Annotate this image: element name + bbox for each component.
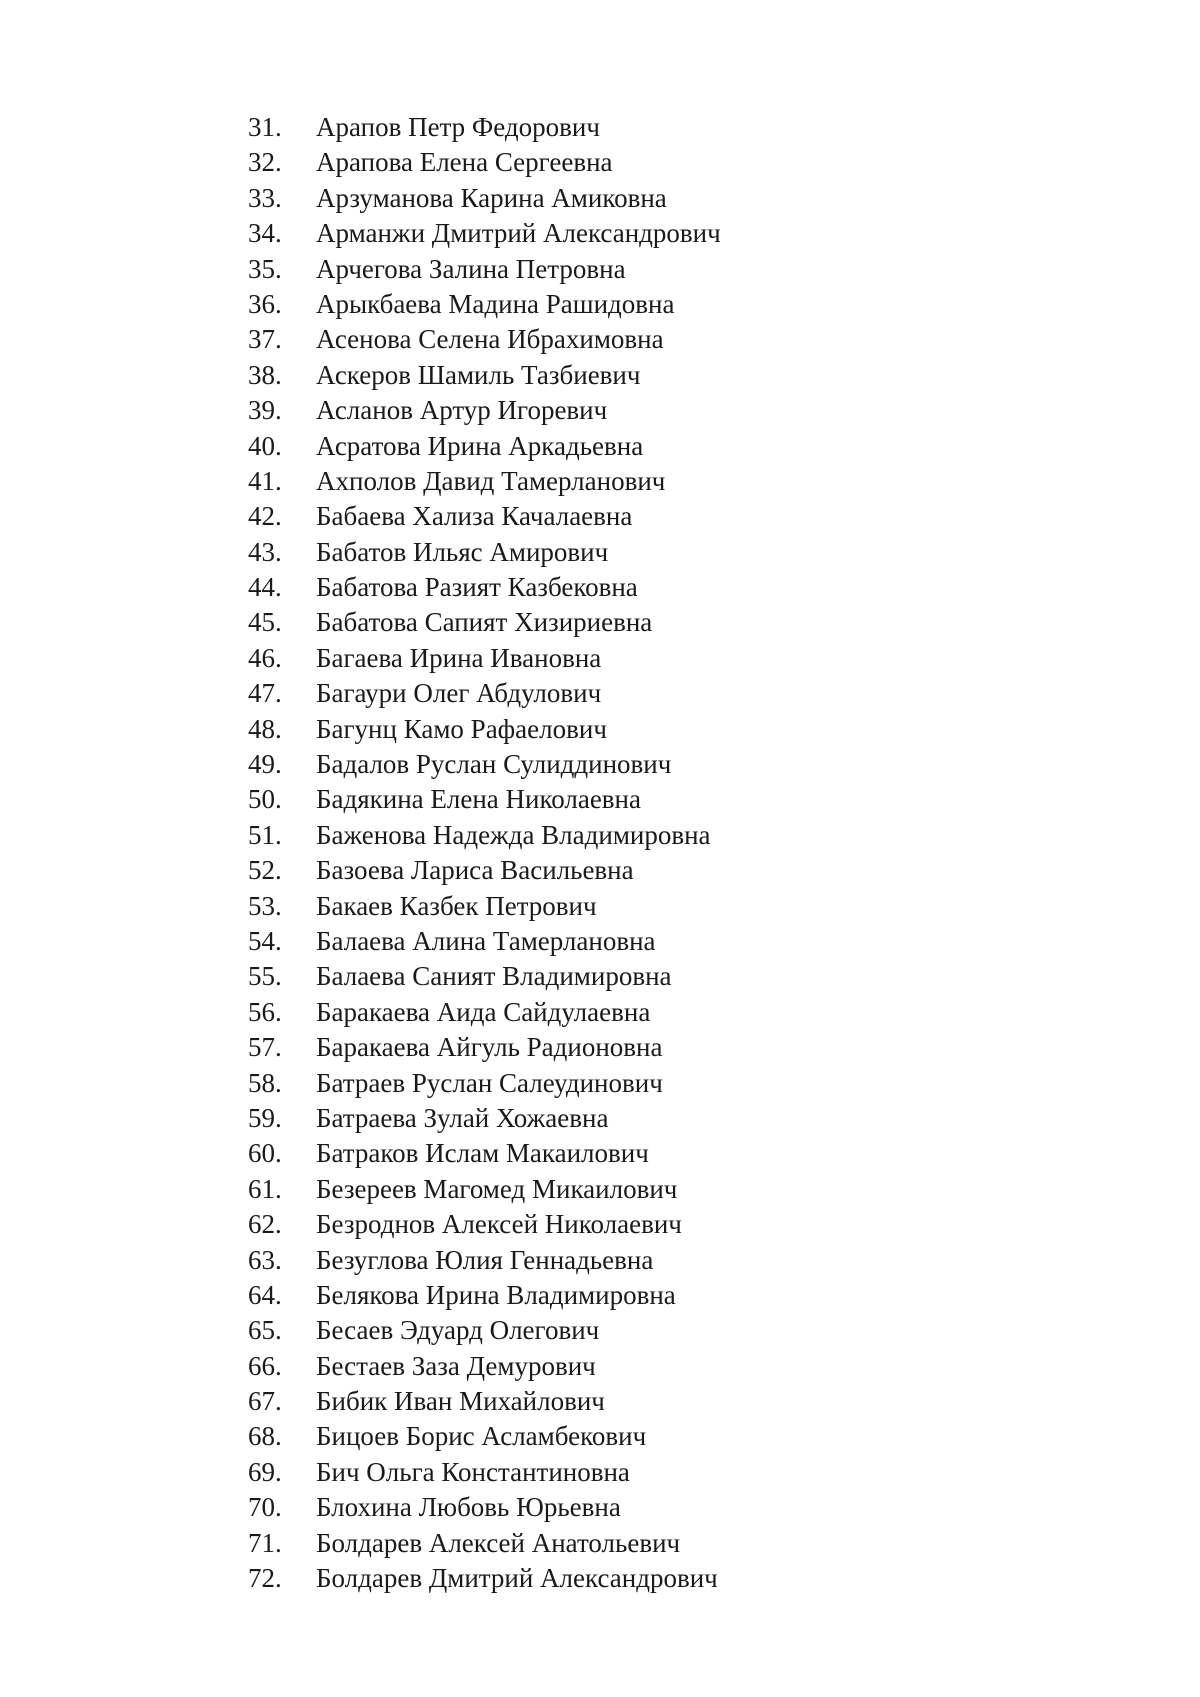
item-number: 59. — [248, 1102, 282, 1133]
item-number: 41. — [248, 465, 282, 496]
person-name: Болдарев Алексей Анатольевич — [316, 1527, 681, 1558]
item-number: 60. — [248, 1138, 282, 1169]
list-item — [248, 147, 721, 182]
item-number: 53. — [248, 890, 282, 921]
item-number: 63. — [248, 1244, 282, 1275]
list-item — [248, 324, 721, 359]
item-number: 66. — [248, 1350, 282, 1381]
item-number: 58. — [248, 1067, 282, 1098]
item-number: 57. — [248, 1032, 282, 1063]
list-item — [248, 466, 721, 501]
item-number: 71. — [248, 1527, 282, 1558]
list-item — [248, 678, 721, 713]
list-item — [248, 395, 721, 430]
item-number: 47. — [248, 678, 282, 709]
person-name: Асратова Ирина Аркадьевна — [316, 430, 644, 461]
item-number: 43. — [248, 536, 282, 567]
list-item — [248, 1209, 721, 1244]
list-item — [248, 112, 721, 147]
person-name: Бибик Иван Михайлович — [316, 1386, 605, 1417]
item-number: 61. — [248, 1173, 282, 1204]
item-number: 44. — [248, 572, 282, 603]
item-number: 70. — [248, 1492, 282, 1523]
item-number: 38. — [248, 359, 282, 390]
person-name: Балаева Алина Тамерлановна — [316, 925, 656, 956]
item-number: 69. — [248, 1456, 282, 1487]
list-item — [248, 360, 721, 395]
item-number: 39. — [248, 395, 282, 426]
person-name: Арыкбаева Мадина Рашидовна — [316, 288, 675, 319]
list-item — [248, 1315, 721, 1350]
person-name: Бабатова Разият Казбековна — [316, 572, 638, 603]
item-number: 35. — [248, 253, 282, 284]
item-number: 36. — [248, 288, 282, 319]
person-name: Арапов Петр Федорович — [316, 112, 600, 142]
list-item — [248, 572, 721, 607]
list-item — [248, 1103, 721, 1138]
item-number: 62. — [248, 1209, 282, 1240]
person-name: Баженова Надежда Владимировна — [316, 819, 711, 850]
item-number: 31. — [248, 112, 282, 142]
list-item — [248, 183, 721, 218]
list-item — [248, 431, 721, 466]
list-item — [248, 1528, 721, 1563]
item-number: 34. — [248, 218, 282, 249]
person-name: Бицоев Борис Асламбекович — [316, 1421, 647, 1452]
list-item — [248, 1068, 721, 1103]
list-item — [248, 1280, 721, 1315]
list-item — [248, 961, 721, 996]
list-item — [248, 643, 721, 678]
person-name: Бабатова Сапият Хизириевна — [316, 607, 653, 638]
person-name: Батраков Ислам Макаилович — [316, 1138, 649, 1169]
list-item — [248, 1138, 721, 1173]
list-item — [248, 891, 721, 926]
item-number: 50. — [248, 784, 282, 815]
list-item — [248, 1492, 721, 1527]
list-item — [248, 1457, 721, 1492]
person-name: Безроднов Алексей Николаевич — [316, 1209, 682, 1240]
person-name: Бадалов Руслан Сулиддинович — [316, 749, 672, 780]
list-item — [248, 1174, 721, 1209]
list-item — [248, 926, 721, 961]
person-name: Ахполов Давид Тамерланович — [316, 465, 666, 496]
person-name: Баракаева Айгуль Радионовна — [316, 1032, 663, 1063]
person-name: Бич Ольга Константиновна — [316, 1456, 630, 1487]
person-name: Арапова Елена Сергеевна — [316, 147, 613, 178]
person-name: Асенова Селена Ибрахимовна — [316, 324, 664, 355]
item-number: 68. — [248, 1421, 282, 1452]
list-item — [248, 1351, 721, 1386]
list-item — [248, 1421, 721, 1456]
list-item — [248, 820, 721, 855]
item-number: 32. — [248, 147, 282, 178]
item-number: 42. — [248, 501, 282, 532]
item-number: 64. — [248, 1279, 282, 1310]
item-number: 33. — [248, 182, 282, 213]
person-name: Бестаев Заза Демурович — [316, 1350, 596, 1381]
list-item — [248, 537, 721, 572]
person-name: Батраева Зулай Хожаевна — [316, 1102, 609, 1133]
list-item — [248, 1032, 721, 1067]
item-number: 45. — [248, 607, 282, 638]
person-name: Бабатов Ильяс Амирович — [316, 536, 609, 567]
person-name: Бадякина Елена Николаевна — [316, 784, 641, 815]
item-number: 54. — [248, 925, 282, 956]
person-name: Бакаев Казбек Петрович — [316, 890, 597, 921]
person-name: Белякова Ирина Владимировна — [316, 1279, 676, 1310]
person-name: Баракаева Аида Сайдулаевна — [316, 996, 651, 1027]
person-name: Безуглова Юлия Геннадьевна — [316, 1244, 654, 1275]
person-name: Бесаев Эдуард Олегович — [316, 1315, 600, 1346]
item-number: 56. — [248, 996, 282, 1027]
item-number: 52. — [248, 855, 282, 886]
item-number: 40. — [248, 430, 282, 461]
list-item — [248, 1386, 721, 1421]
person-name: Болдарев Дмитрий Александрович — [316, 1563, 718, 1594]
list-item — [248, 784, 721, 819]
person-name: Арманжи Дмитрий Александрович — [316, 218, 721, 249]
item-number: 55. — [248, 961, 282, 992]
person-name: Багаева Ирина Ивановна — [316, 642, 602, 673]
item-number: 37. — [248, 324, 282, 355]
person-name: Аскеров Шамиль Тазбиевич — [316, 359, 641, 390]
item-number: 48. — [248, 713, 282, 744]
list-item — [248, 607, 721, 642]
person-name: Базоева Лариса Васильевна — [316, 855, 634, 886]
list-item — [248, 749, 721, 784]
list-item — [248, 1563, 721, 1598]
person-name: Асланов Артур Игоревич — [316, 395, 608, 426]
person-name: Блохина Любовь Юрьевна — [316, 1492, 621, 1523]
item-number: 72. — [248, 1563, 282, 1594]
item-number: 65. — [248, 1315, 282, 1346]
item-number: 49. — [248, 749, 282, 780]
person-name: Безереев Магомед Микаилович — [316, 1173, 678, 1204]
person-name: Багаури Олег Абдулович — [316, 678, 602, 709]
item-number: 46. — [248, 642, 282, 673]
item-number: 51. — [248, 819, 282, 850]
name-list — [248, 112, 721, 1598]
list-item — [248, 289, 721, 324]
list-item — [248, 254, 721, 289]
item-number: 67. — [248, 1386, 282, 1417]
list-item — [248, 1245, 721, 1280]
person-name: Арчегова Залина Петровна — [316, 253, 626, 284]
list-item — [248, 501, 721, 536]
list-item — [248, 714, 721, 749]
person-name: Балаева Саният Владимировна — [316, 961, 672, 992]
list-item — [248, 997, 721, 1032]
person-name: Батраев Руслан Салеудинович — [316, 1067, 663, 1098]
list-item — [248, 855, 721, 890]
person-name: Бабаева Хализа Качалаевна — [316, 501, 633, 532]
person-name: Арзуманова Карина Амиковна — [316, 182, 667, 213]
person-name: Багунц Камо Рафаелович — [316, 713, 607, 744]
list-item — [248, 218, 721, 253]
